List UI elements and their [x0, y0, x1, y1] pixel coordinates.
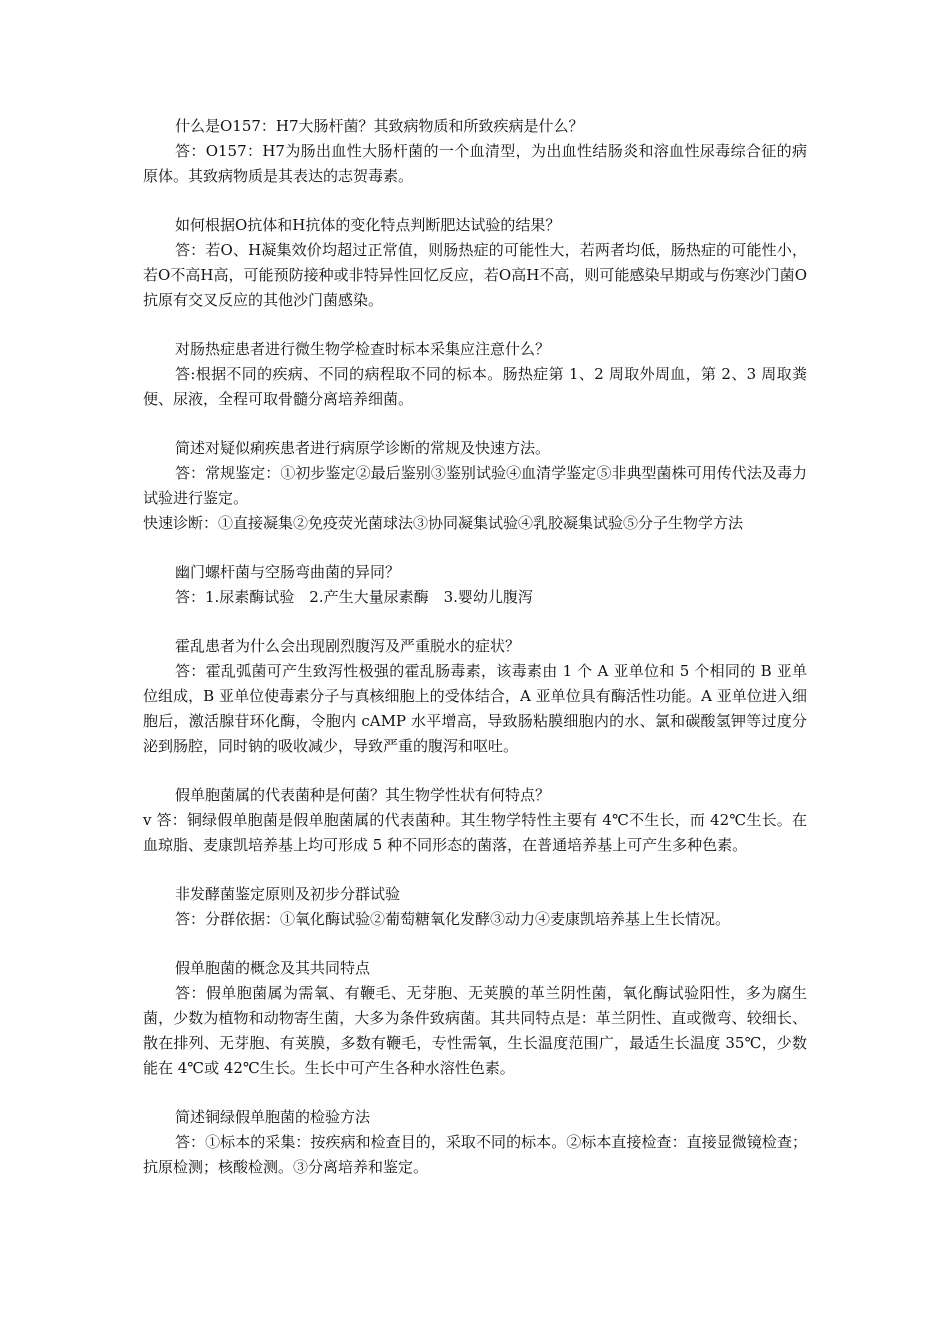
- answer-text: v 答：铜绿假单胞菌是假单胞菌属的代表菌种。其生物学特性主要有 4℃不生长，而 42℃生长。在血琼脂、麦康凯培养基上均可形成 5 种不同形态的菌落，在普通培养基上可产生多种色素。: [143, 811, 807, 854]
- question-text: 如何根据O抗体和H抗体的变化特点判断肥达试验的结果？: [175, 216, 561, 234]
- qa-block-9: [143, 956, 807, 1081]
- answer-text: 答：若O、H凝集效价均超过正常值，则肠热症的可能性大，若两者均低，肠热症的可能性小，若O不高H高，可能预防接种或非特异性回忆反应，若O高H不高，则可能感染早期或与伤寒沙门菌O抗原有交叉反应的其他沙门菌感染。: [143, 241, 807, 309]
- qa-block-4: [143, 436, 807, 536]
- qa-block-2: [143, 213, 807, 313]
- qa-block-1: [143, 114, 807, 189]
- question-text: 什么是O157：H7大肠杆菌？其致病物质和所致疾病是什么？: [175, 117, 584, 135]
- qa-block-8: [143, 882, 807, 932]
- question-text: 非发酵菌鉴定原则及初步分群试验: [175, 885, 401, 903]
- qa-block-6: [143, 634, 807, 759]
- answer-text: 答：O157：H7为肠出血性大肠杆菌的一个血清型，为出血性结肠炎和溶血性尿毒综合征的病原体。其致病物质是其表达的志贺毒素。: [143, 142, 807, 185]
- answer-text: 答：霍乱弧菌可产生致泻性极强的霍乱肠毒素，该毒素由 1 个 A 亚单位和 5 个相同的 B 亚单位组成，B 亚单位使毒素分子与真核细胞上的受体结合，A 亚单位具有酶活性功能。A 亚单位进入细胞后，激活腺苷环化酶，令胞内 cAMP 水平增高，导致肠粘膜细胞内的水、氯和碳酸氢钾等过度分泌到肠腔，同时钠的吸收减少，导致严重的腹泻和呕吐。: [143, 662, 807, 755]
- document-body: [143, 114, 807, 1204]
- qa-block-5: [143, 560, 807, 610]
- answer-text: 答:根据不同的疾病、不同的病程取不同的标本。肠热症第 1、2 周取外周血，第 2、3 周取粪便、尿液，全程可取骨髓分离培养细菌。: [143, 365, 807, 408]
- answer-text: 答：①标本的采集：按疾病和检查目的，采取不同的标本。②标本直接检查：直接显微镜检查；抗原检测；核酸检测。③分离培养和鉴定。: [143, 1133, 807, 1176]
- question-text: 简述对疑似痢疾患者进行病原学诊断的常规及快速方法。: [175, 439, 551, 457]
- question-text: 霍乱患者为什么会出现剧烈腹泻及严重脱水的症状？: [175, 637, 521, 655]
- question-text: 假单胞菌属的代表菌种是何菌？其生物学性状有何特点？: [175, 786, 551, 804]
- question-text: 假单胞菌的概念及其共同特点: [175, 959, 371, 977]
- qa-block-7: [143, 783, 807, 858]
- answer-text: 答：假单胞菌属为需氧、有鞭毛、无芽胞、无荚膜的革兰阴性菌，氧化酶试验阳性，多为腐生菌，少数为植物和动物寄生菌，大多为条件致病菌。其共同特点是：革兰阴性、直或微弯、较细长、散在排列、无芽胞、有荚膜，多数有鞭毛，专性需氧，生长温度范围广，最适生长温度 35℃，少数能在 4℃或 42℃生长。生长中可产生各种水溶性色素。: [143, 984, 807, 1077]
- qa-block-10: [143, 1105, 807, 1180]
- answer-text: 答：1.尿素酶试验 2.产生大量尿素酶 3.婴幼儿腹泻: [175, 588, 533, 606]
- question-text: 幽门螺杆菌与空肠弯曲菌的异同？: [175, 563, 401, 581]
- qa-block-3: [143, 337, 807, 412]
- answer-extra-text: 快速诊断：①直接凝集②免疫荧光菌球法③协同凝集试验④乳胶凝集试验⑤分子生物学方法: [143, 514, 744, 532]
- question-text: 对肠热症患者进行微生物学检查时标本采集应注意什么？: [175, 340, 551, 358]
- question-text: 简述铜绿假单胞菌的检验方法: [175, 1108, 371, 1126]
- answer-text: 答：分群依据：①氧化酶试验②葡萄糖氧化发酵③动力④麦康凯培养基上生长情况。: [175, 910, 731, 928]
- answer-text: 答：常规鉴定：①初步鉴定②最后鉴别③鉴别试验④血清学鉴定⑤非典型菌株可用传代法及毒力试验进行鉴定。: [143, 464, 807, 507]
